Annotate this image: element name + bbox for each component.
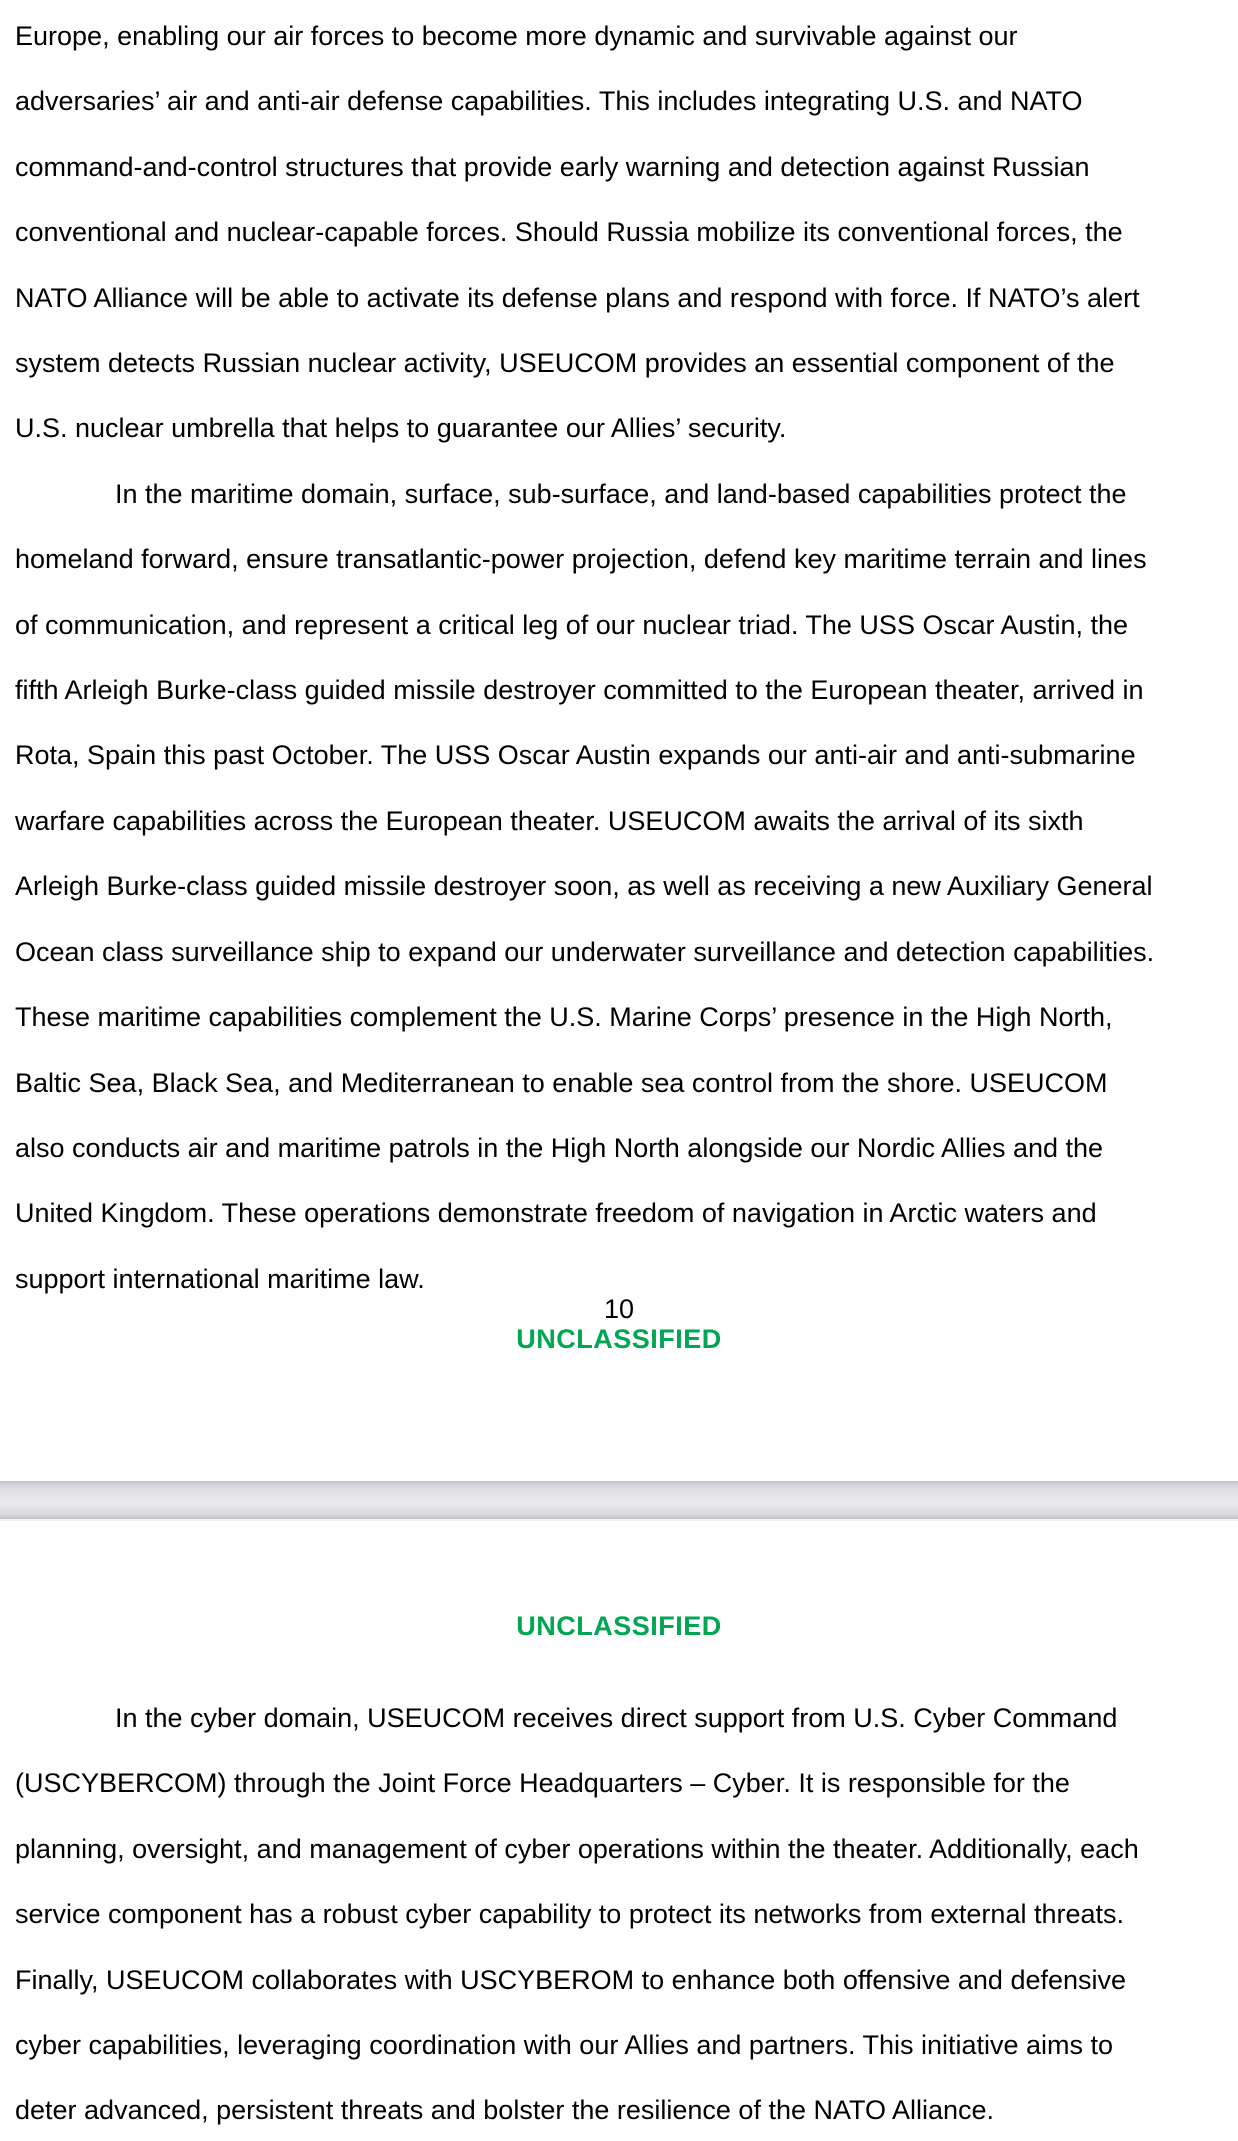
text-line: warfare capabilities across the European theater. USEUCOM awaits the arrival of its sixth [15,805,1084,836]
text-line: of communication, and represent a critical leg of our nuclear triad. The USS Oscar Austin, the [15,609,1129,640]
text-line: fifth Arleigh Burke-class guided missile destroyer committed to the European theater, arrived in [15,675,1144,706]
page-11-body [15,1686,1230,2141]
text-line: Arleigh Burke-class guided missile destroyer soon, as well as receiving a new Auxiliary General [15,871,1153,902]
text-line: These maritime capabilities complement the U.S. Marine Corps’ presence in the High North, [15,1002,1113,1033]
classification-header-banner: UNCLASSIFIED [516,1611,722,1641]
text-line: Baltic Sea, Black Sea, and Mediterranean to enable sea control from the shore. USEUCOM [15,1067,1108,1098]
paragraph-first-line: In the maritime domain, surface, sub-surface, and land-based capabilities protect the [115,478,1127,509]
page-10-body [15,4,1230,1312]
text-line: U.S. nuclear umbrella that helps to guarantee our Allies’ security. [15,413,787,444]
text-line: NATO Alliance will be able to activate its defense plans and respond with force. If NATO’s alert [15,282,1140,313]
text-line: Finally, USEUCOM collaborates with USCYBEROM to enhance both offensive and defensive [15,1964,1127,1995]
text-line: cyber capabilities, leveraging coordination with our Allies and partners. This initiative aims to [15,2030,1114,2061]
page-separator [0,1481,1238,1521]
text-line: Europe, enabling our air forces to become more dynamic and survivable against our [15,21,1018,51]
text-line: Rota, Spain this past October. The USS Oscar Austin expands our anti-air and anti-submarine [15,740,1136,771]
paragraph-first-line: In the cyber domain, USEUCOM receives direct support from U.S. Cyber Command [115,1703,1118,1733]
text-line: adversaries’ air and anti-air defense capabilities. This includes integrating U.S. and NATO [15,86,1083,117]
text-line: support international maritime law. [15,1263,425,1294]
page-number: 10 [603,1294,635,1324]
text-line: conventional and nuclear-capable forces. Should Russia mobilize its conventional forces, the [15,217,1123,248]
text-line: deter advanced, persistent threats and bolster the resilience of the NATO Alliance. [15,2095,995,2126]
text-line: service component has a robust cyber capability to protect its networks from external threats. [15,1899,1125,1930]
text-line: homeland forward, ensure transatlantic-power projection, defend key maritime terrain and lines [15,544,1147,575]
text-line: United Kingdom. These operations demonstrate freedom of navigation in Arctic waters and [15,1198,1097,1229]
text-line: (USCYBERCOM) through the Joint Force Headquarters – Cyber. It is responsible for the [15,1768,1070,1799]
text-line: also conducts air and maritime patrols in the High North alongside our Nordic Allies and the [15,1132,1104,1163]
text-line: command-and-control structures that provide early warning and detection against Russian [15,151,1090,182]
text-line: planning, oversight, and management of cyber operations within the theater. Additionally, each [15,1833,1139,1864]
text-line: Ocean class surveillance ship to expand our underwater surveillance and detection capabilities. [15,936,1155,967]
text-line: system detects Russian nuclear activity, USEUCOM provides an essential component of the [15,348,1115,379]
classification-footer-banner: UNCLASSIFIED [516,1324,722,1354]
